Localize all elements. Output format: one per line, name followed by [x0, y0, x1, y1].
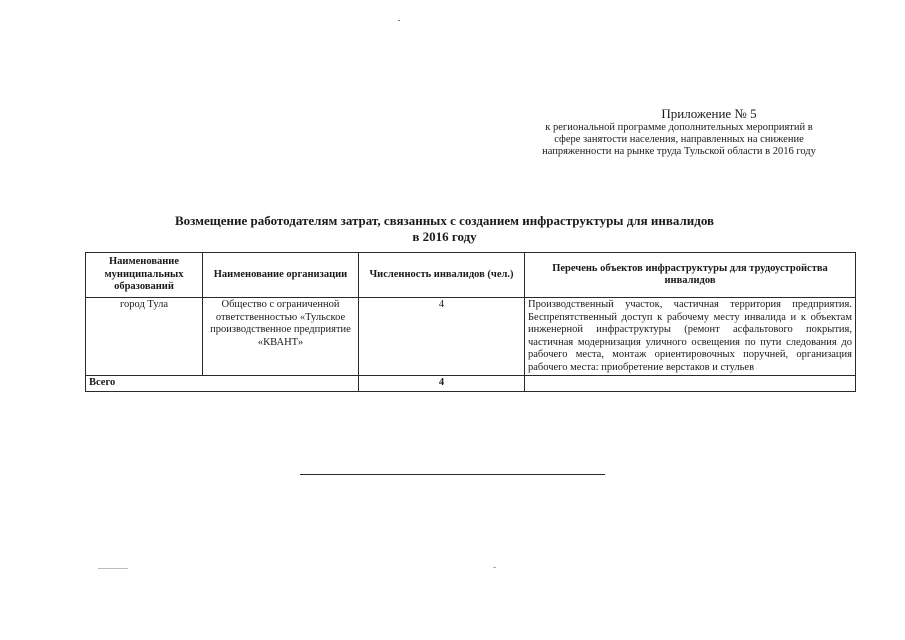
header-municipality: Наименование муниципальных образований: [86, 253, 203, 298]
header-objects: Перечень объектов инфраструктуры для трудоустройства инвалидов: [525, 253, 856, 298]
appendix-line-2: сфере занятости населения, направленных на снижение: [554, 134, 804, 145]
total-empty-cell: [525, 376, 856, 392]
total-label: Всего: [86, 376, 359, 392]
appendix-title: Приложение № 5: [661, 106, 757, 121]
scan-speck: [98, 568, 128, 569]
table-header-row: [86, 253, 856, 298]
total-count: 4: [359, 376, 525, 392]
scan-speck: [398, 20, 400, 21]
document-title-line-1: Возмещение работодателям затрат, связанных с созданием инфраструктуры для инвалидов: [174, 213, 715, 228]
scan-speck: [493, 567, 496, 568]
cell-organization: Общество с ограниченной ответственностью «Тульское производственное предприятие «КВАНТ»: [203, 298, 359, 376]
appendix-header: [499, 106, 859, 158]
document-title: [0, 213, 905, 245]
header-count: Численность инвалидов (чел.): [359, 253, 525, 298]
cell-municipality-text: город Тула: [119, 299, 169, 310]
document-title-line-2: в 2016 году: [412, 229, 477, 244]
cell-objects: Производственный участок, частичная территория предприятия. Беспрепятственный доступ к рабочему месту инвалида и к объектам инженерной инфраструктуры (ремонт асфальтового покрытия, частичная модернизация уличного освещения по пути следования до рабочего места, монтаж ориентировочных поручней, организация рабочего места: приобретение верстаков и стульев: [525, 298, 856, 376]
table-total-row: [86, 376, 856, 392]
signature-line: [300, 474, 605, 475]
appendix-line-1: к региональной программе дополнительных мероприятий в: [545, 122, 813, 133]
cell-municipality: [86, 298, 203, 376]
infrastructure-table: [85, 252, 856, 392]
table-row: [86, 298, 856, 376]
header-organization: Наименование организации: [203, 253, 359, 298]
cell-count: 4: [359, 298, 525, 376]
appendix-line-3: напряженности на рынке труда Тульской области в 2016 году: [542, 146, 816, 157]
